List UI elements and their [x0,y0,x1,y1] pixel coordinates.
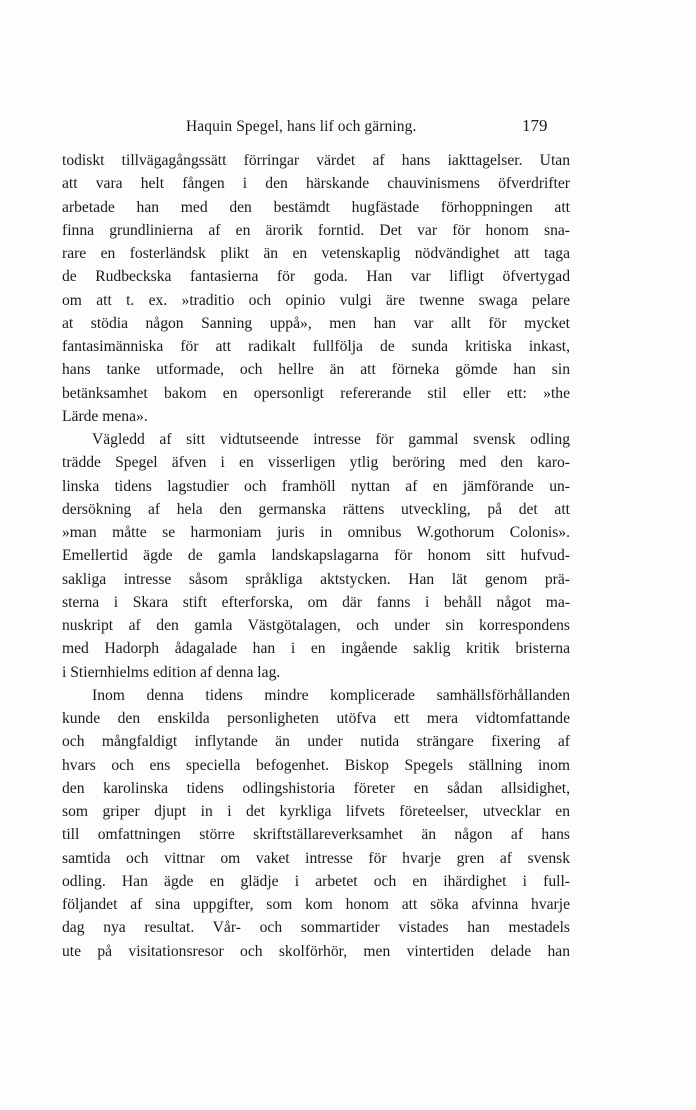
text-line: odling. Han ägde en glädje i arbetet och en ihärdighet i full- [62,872,570,890]
text-line: dersökning af hela den germanska rättens utveckling, på det att [62,500,570,518]
text-line: följandet af sina uppgifter, som kom honom att söka afvinna hvarje [62,896,570,913]
text-line: finna grundlinierna af en ärorik forntid. Det var för honom sna- [62,221,570,239]
text-line: linska tidens lagstudier och framhöll nyttan af en jämförande un- [62,477,570,495]
text-line: ute på visitationsresor och skolförhör, men vintertiden delade han [62,942,570,960]
text-line: den karolinska tidens odlingshistoria företer en sådan allsidighet, [62,779,570,797]
text-line: sterna i Skara stift efterforska, om där fanns i behåll något ma- [62,593,570,611]
text-line: nuskript af den gamla Västgötalagen, och under sin korrespondens [62,617,570,634]
text-line: hvars och ens speciella befogenhet. Biskop Spegels ställning inom [62,756,570,774]
text-line: dag nya resultat. Vår- och sommartider vistades han mestadels [62,919,570,937]
text-line: »man måtte se harmoniam juris in omnibus W.gothorum Colonis». [62,524,570,541]
text-line: med Hadorph ådagalade han i en ingående saklig kritik bristerna [62,640,570,658]
body-text [62,149,570,963]
page-number: 179 [522,116,548,135]
text-line: fantasimänniska för att radikalt fullfölja de sunda kritiska inkast, [62,338,570,355]
text-line: att vara helt fången i den härskande chauvinismens öfverdrifter [62,175,570,193]
text-line: om att t. ex. »traditio och opinio vulgi äre twenne swaga pelare [62,291,570,309]
text-line: sakliga intresse såsom språkliga aktstycken. Han lät genom prä- [62,570,570,588]
text-line: samtida och vittnar om vaket intresse för hvarje gren af svensk [62,849,570,867]
text-line: kunde den enskilda personligheten utöfva ett mera vidtomfattande [62,710,570,727]
text-line: arbetade han med den bestämdt hugfästade förhoppningen att [62,198,570,216]
text-line: Lärde mena». [62,407,148,425]
text-line: at stödia någon Sanning uppå», men han var allt för mycket [62,314,570,332]
text-line: todiskt tillvägagångssätt förringar värdet af hans iakttagelser. Utan [62,152,570,169]
text-line: Inom denna tidens mindre komplicerade samhällsförhållanden [92,686,570,704]
text-line: trädde Spegel äfven i en visserligen ytlig beröring med den karo- [62,454,570,472]
running-title: Haquin Spegel, hans lif och gärning. [186,118,417,135]
text-line: som griper djupt in i det kyrkliga lifvets företeelser, utvecklar en [62,803,570,820]
text-line: till omfattningen större skriftställareverksamhet än någon af hans [62,826,570,844]
text-line: hans tanke utformade, och hellre än att förneka gömde han sin [62,361,570,379]
text-line: de Rudbeckska fantasierna för goda. Han var lifligt öfvertygad [62,268,570,286]
text-line: Emellertid ägde de gamla landskapslagarna för honom sitt hufvud- [62,547,570,565]
text-line: och mångfaldigt inflytande än under nutida strängare fixering af [62,733,570,751]
text-line: betänksamhet bakom en opersonligt refererande stil eller ett: »the [62,384,570,402]
page-header [0,118,696,140]
text-line: Vägledd af sitt vidtutseende intresse för gammal svensk odling [92,431,570,448]
text-line: rare en fosterländsk plikt än en vetenskaplig nödvändighet att taga [62,245,570,262]
text-line: i Stiernhielms edition af denna lag. [62,663,281,681]
